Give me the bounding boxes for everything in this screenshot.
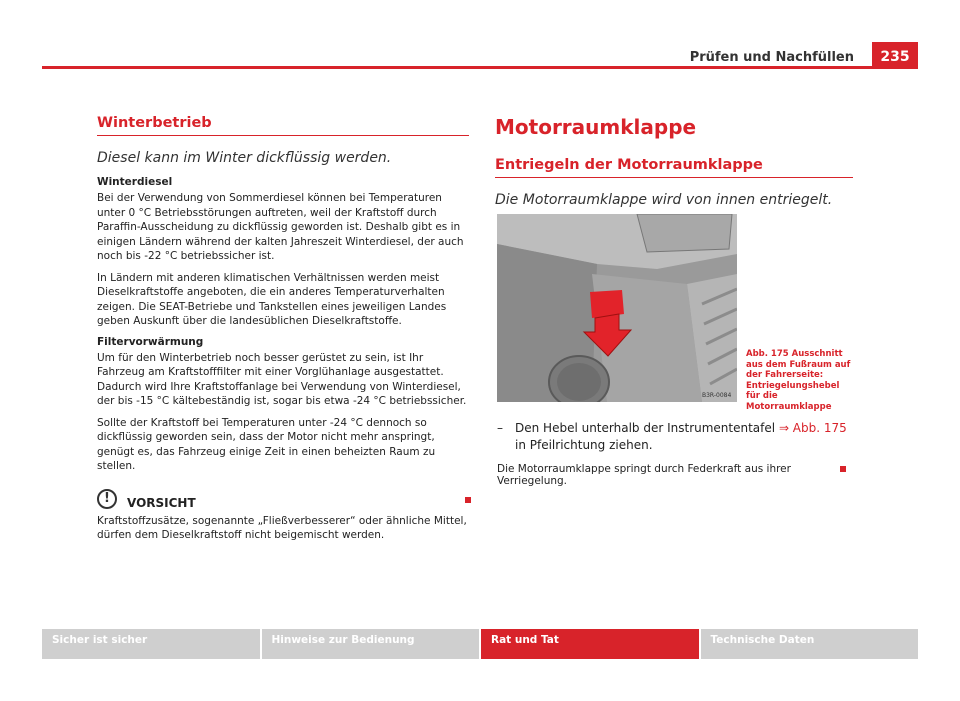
note-text: Die Motorraumklappe springt durch Federkraft aus ihrer Verriegelung. xyxy=(497,463,791,487)
caution-label: VORSICHT xyxy=(127,495,196,510)
lead-text: Die Motorraumklappe wird von innen entriegelt. xyxy=(495,192,833,208)
paragraph: Bei der Verwendung von Sommerdiesel können bei Temperaturen unter 0 °C Betriebsstörungen auftreten, weil der Kraftstoff durch Paraffin-Ausscheidung zu dickflüssig geworden ist. Deshalb gibt es in einigen Ländern während der kalten Jahreszeit Winterdiesel, der auch noch bis -22 °C betriebssicher ist. xyxy=(97,192,464,262)
running-header-title: Prüfen und Nachfüllen xyxy=(689,50,854,65)
tab-hinweise-zur-bedienung[interactable]: Hinweise zur Bedienung xyxy=(262,629,480,659)
caution-icon: ! xyxy=(97,489,117,509)
paragraph: Um für den Winterbetrieb noch besser gerüstet zu sein, ist Ihr Fahrzeug am Kraftstofffilter mit einer Vorglühanlage ausgestattet. Dadurch wird Ihre Kraftstoffanlage bei Verwendung von Winterdiesel, der bis -15 °C kältebeständig ist, sogar bis etwa -24 °C betriebssicher. xyxy=(97,351,467,407)
instruction-step xyxy=(497,420,857,454)
tab-technische-daten[interactable]: Technische Daten xyxy=(701,629,919,659)
end-of-section-mark xyxy=(840,466,846,472)
figure-caption: Abb. 175 Ausschnitt aus dem Fußraum auf der Fahrerseite: Entriegelungshebel für die Motorraumklappe xyxy=(746,349,851,412)
step-dash: – xyxy=(497,421,503,435)
tab-rat-und-tat[interactable]: Rat und Tat xyxy=(481,629,699,659)
chapter-title: Motorraumklappe xyxy=(495,115,697,139)
tab-sicher-ist-sicher[interactable]: Sicher ist sicher xyxy=(42,629,260,659)
page-number: 235 xyxy=(872,42,918,69)
caution-text: Kraftstoffzusätze, sogenannte „Fließverbesserer“ oder ähnliche Mittel, dürfen dem Dieselkraftstoff nicht beigemischt werden. xyxy=(97,514,467,541)
left-column xyxy=(97,115,469,550)
step-text: Den Hebel unterhalb der Instrumententafel xyxy=(515,421,776,435)
paragraph: In Ländern mit anderen klimatischen Verhältnissen werden meist Dieselkraftstoffe angeboten, die ein anderes Temperaturverhalten zeigen. Die SEAT-Betriebe und Tankstellen eines jeweiligen Landes geben Auskunft über die landesüblichen Dieselkraftstoffe. xyxy=(97,271,447,327)
caution-box xyxy=(97,488,469,543)
step-text-tail: in Pfeilrichtung ziehen. xyxy=(515,438,653,452)
paragraph: Sollte der Kraftstoff bei Temperaturen unter -24 °C dennoch so dickflüssig geworden sein, dass der Motor nicht mehr anspringt, genügt es, das Fahrzeug einige Zeit in einen beheizten Raum zu stellen. xyxy=(97,416,436,472)
end-of-section-mark xyxy=(465,497,471,503)
lead-text: Diesel kann im Winter dickflüssig werden. xyxy=(97,150,392,166)
figure-reference-link[interactable]: ⇒ Abb. 175 xyxy=(778,421,847,435)
section-title-winterbetrieb: Winterbetrieb xyxy=(97,115,469,136)
right-column xyxy=(495,115,853,218)
section-title-entriegeln: Entriegeln der Motorraumklappe xyxy=(495,157,853,178)
subheading-filtervorwaermung: Filtervorwärmung xyxy=(97,335,204,348)
subheading-winterdiesel: Winterdiesel xyxy=(97,176,173,188)
chapter-nav-bar xyxy=(42,629,918,659)
figure-hood-release-lever xyxy=(497,214,737,402)
footwell-illustration xyxy=(497,214,737,402)
header-rule xyxy=(42,66,918,69)
figure-code: B3R-0084 xyxy=(702,392,732,399)
